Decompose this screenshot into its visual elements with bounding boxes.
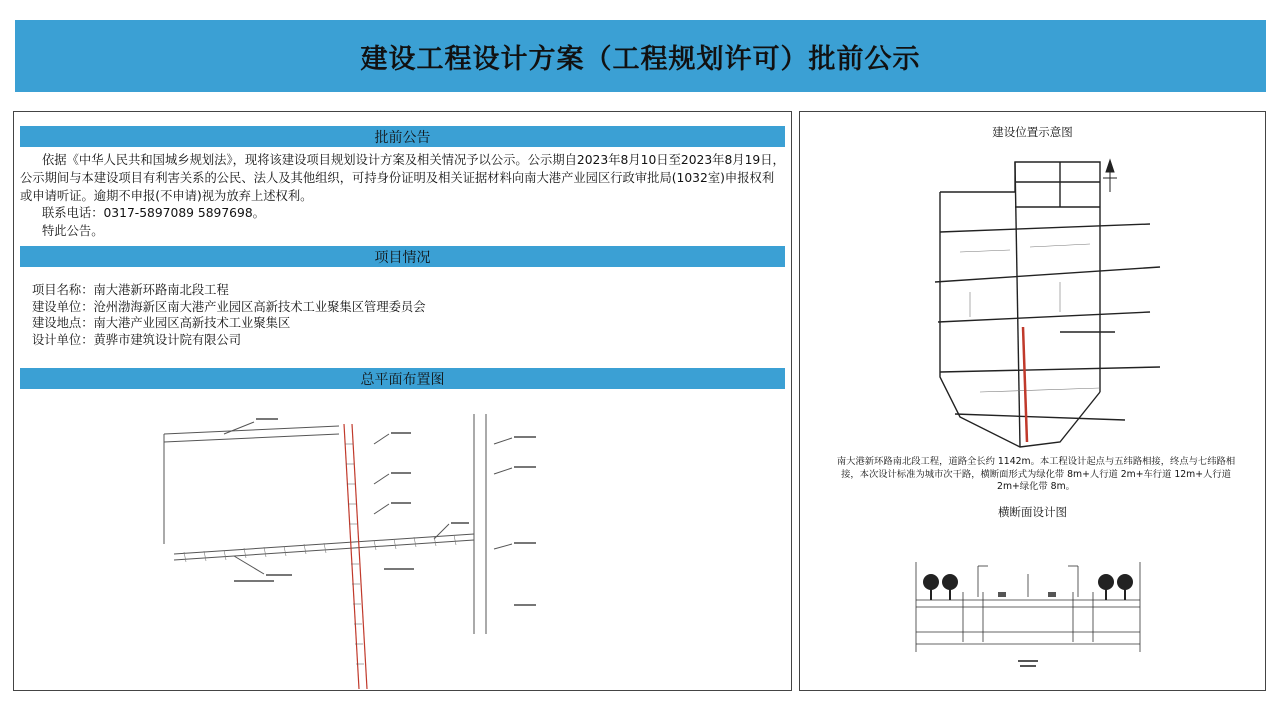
left-panel bbox=[13, 111, 792, 691]
notice-text-block bbox=[20, 152, 785, 241]
title-banner bbox=[15, 20, 1266, 92]
site-plan-heading: 总平面布置图 bbox=[20, 368, 785, 389]
location-map-title: 建设位置示意图 bbox=[992, 125, 1073, 139]
notice-heading: 批前公告 bbox=[20, 126, 785, 147]
project-name: 项目名称：南大港新环路南北段工程 bbox=[32, 283, 229, 297]
build-location: 建设地点：南大港产业园区高新技术工业聚集区 bbox=[32, 316, 291, 330]
cross-section-title: 横断面设计图 bbox=[998, 505, 1067, 519]
location-map bbox=[900, 152, 1170, 452]
project-heading: 项目情况 bbox=[20, 246, 785, 267]
site-plan-drawing bbox=[134, 404, 574, 694]
project-info bbox=[32, 282, 426, 348]
closing-line: 特此公告。 bbox=[42, 224, 104, 239]
cross-section-drawing bbox=[908, 552, 1148, 672]
builder-unit: 建设单位：沧州渤海新区南大港产业园区高新技术工业聚集区管理委员会 bbox=[32, 299, 426, 314]
contact-phone: 联系电话：0317-5897089 5897698。 bbox=[42, 206, 265, 221]
right-panel bbox=[799, 111, 1266, 691]
design-unit: 设计单位：黄骅市建筑设计院有限公司 bbox=[32, 332, 242, 347]
project-description: 南大港新环路南北段工程，道路全长约 1142m。本工程设计起点与五纬路相接，终点与七纬路相接，本次设计标准为城市次干路，横断面形式为绿化带 8m+人行道 2m+车行道 12m+人行道 2m+绿化带 8m。 bbox=[836, 456, 1236, 492]
notice-body: 依据《中华人民共和国城乡规划法》，现将该建设项目规划设计方案及相关情况予以公示。公示期自2023年8月10日至2023年8月19日，公示期间与本建设项目有利害关系的公民、法人及其他组织，可持身份证明及相关证据材料向南大港产业园区行政审批局(1032室)申报权利或申请听证。逾期不申报(不申请)视为放弃上述权利。 bbox=[20, 153, 785, 203]
page-title: 建设工程设计方案（工程规划许可）批前公示 bbox=[360, 43, 921, 75]
